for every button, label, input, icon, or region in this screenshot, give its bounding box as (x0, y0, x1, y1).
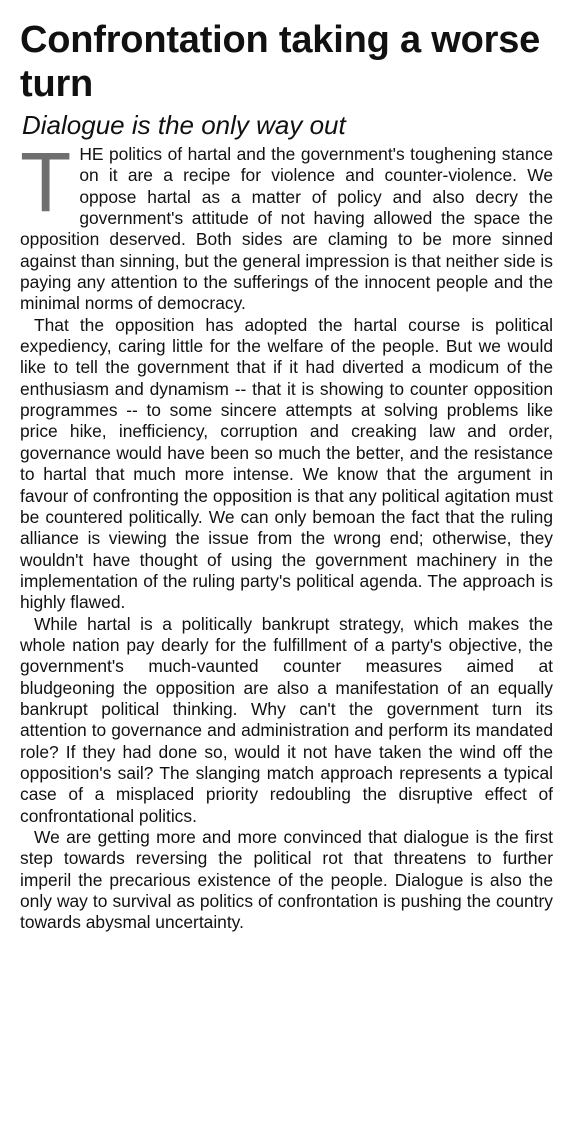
paragraph-1 (20, 135, 553, 315)
article-body (20, 135, 553, 934)
headline: Confrontation taking a worse turn (20, 19, 541, 105)
editorial-article (20, 18, 553, 934)
subheadline: Dialogue is the only way out (22, 110, 346, 140)
drop-cap: T (20, 135, 72, 229)
paragraph-1-text: HE politics of hartal and the government's toughening stance on it are a recipe for violence and counter-violence. We oppose hartal as a matter of policy and also decry the government's attitude of not having allowed the space the opposition deserved. Both sides are claming to be more sinned against than sinning, but the general impression is that neither side is paying any attention to the sufferings of the innocent people and the minimal norms of democracy. (20, 144, 553, 314)
paragraph-2: That the opposition has adopted the hartal course is political expediency, caring little for the welfare of the people. But we would like to tell the government that if it had diverted a modicum of the enthusiasm and dynamism -- that it is showing to counter opposition programmes -- to some sincere attempts at solving problems like price hike, inefficiency, corruption and creaking law and order, governance would have been so much the better, and the resistance to hartal that much more intense. We know that the argument in favour of confronting the opposition is that any political agitation must be countered politically. We can only bemoan the fact that the ruling alliance is viewing the issue from the wrong end; otherwise, they wouldn't have thought of using the government machinery in the implementation of the ruling party's political agenda. The approach is highly flawed. (20, 314, 553, 613)
paragraph-3: While hartal is a politically bankrupt strategy, which makes the whole nation pay dearly for the fulfillment of a party's objective, the government's much-vaunted counter measures aimed at bludgeoning the opposition are also a manifestation of an equally bankrupt political thinking. Why can't the government turn its attention to governance and administration and perform its mandated role? If they had done so, would it not have taken the wind off the opposition's sail? The slanging match approach represents a typical case of a misplaced priority redoubling the disruptive effect of confrontational politics. (20, 613, 553, 826)
paragraph-4: We are getting more and more convinced that dialogue is the first step towards reversing the political rot that threatens to further imperil the precarious existence of the people. Dialogue is also the only way to survival as politics of confrontation is pushing the country towards abysmal uncertainty. (20, 827, 553, 933)
